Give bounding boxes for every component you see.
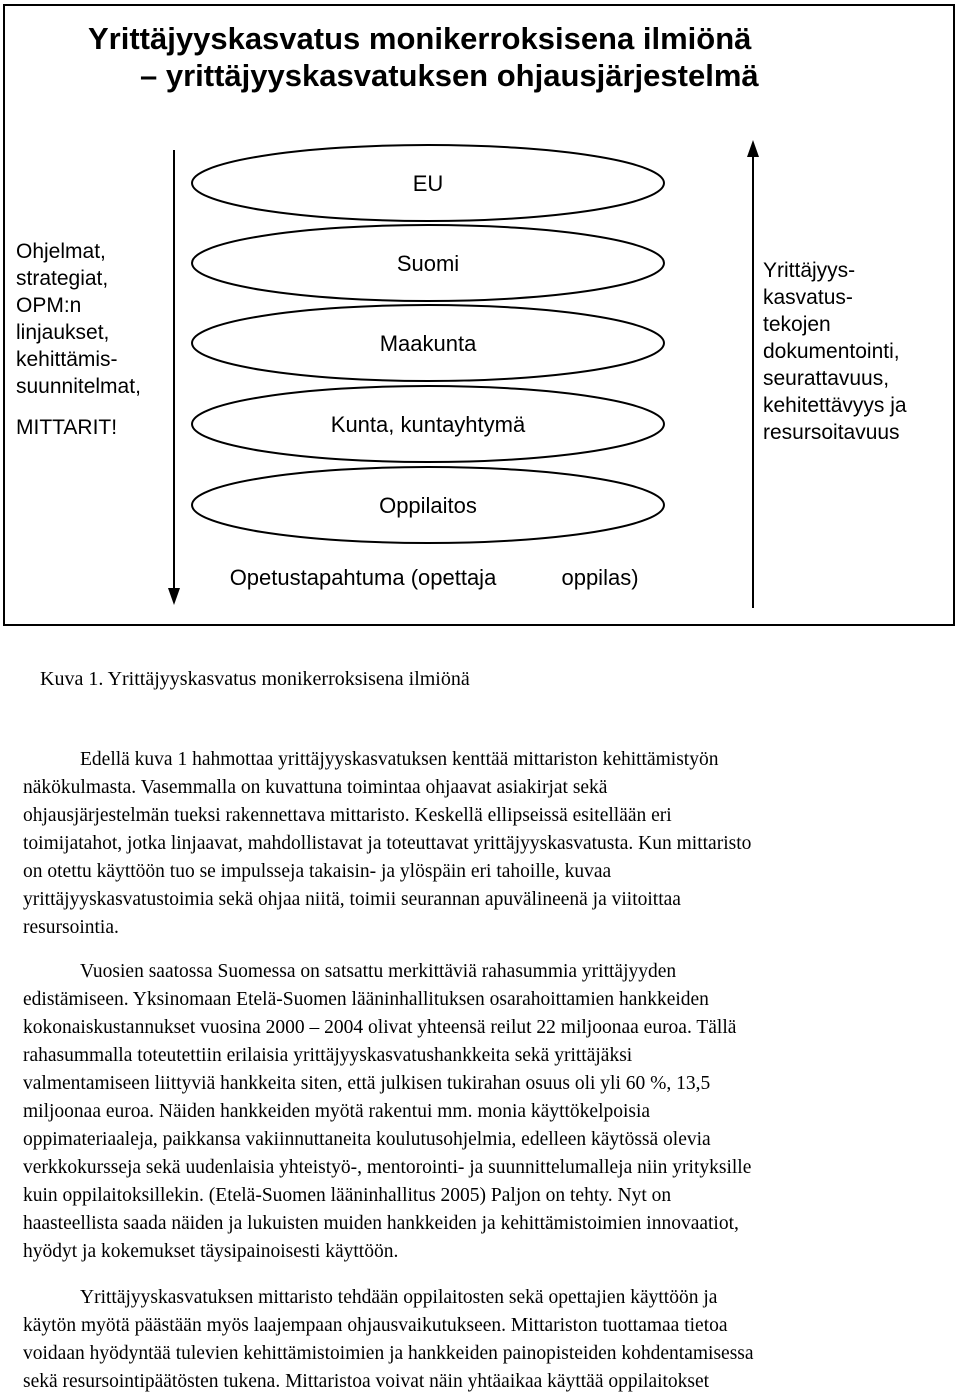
left-column-line: OPM:n	[16, 294, 82, 317]
text-line: käytön myötä päästään myös laajempaan ohjausvaikutukseen. Mittariston tuottamaa tietoa	[23, 1315, 728, 1336]
paragraph-3	[23, 1284, 923, 1396]
right-column-line: kasvatus-	[763, 286, 853, 309]
text-line: miljoonaa euroa. Näiden hankkeiden myötä rakentui mm. monia käyttökelpoisia	[23, 1101, 651, 1122]
label-kunta: Kunta, kuntayhtymä	[330, 412, 526, 437]
text-line: on otettu käyttöön tuo se impulsseja takaisin- ja ylöspäin eri tahoille, kuvaa	[23, 861, 612, 882]
right-column	[763, 257, 907, 446]
figure-title-line-1: Yrittäjyyskasvatus monikerroksisena ilmiönä	[88, 21, 752, 56]
text-line: ohjausjärjestelmän tueksi rakennettava mittaristo. Keskellä ellipseissä esitellään eri	[23, 805, 672, 826]
text-line: verkkokursseja sekä uudenlaisia yhteistyö-, mentorointi- ja suunnittelumalleja niin yrityksille	[23, 1157, 752, 1178]
label-suomi: Suomi	[396, 251, 460, 276]
text-line: näkökulmasta. Vasemmalla on kuvattuna toimintaa ohjaavat asiakirjat sekä	[23, 777, 608, 798]
left-column-line: MITTARIT!	[16, 416, 118, 439]
left-column-line: strategiat,	[16, 267, 109, 290]
figure-caption: Kuva 1. Yrittäjyyskasvatus monikerroksisena ilmiönä	[40, 668, 470, 690]
left-column-line: suunnitelmat,	[16, 375, 141, 398]
label-opetustapahtuma: Opetustapahtuma (opettaja	[229, 565, 497, 590]
up-arrow-head-icon	[747, 140, 759, 157]
text-line: kuin oppilaitoksillekin. (Etelä-Suomen lääninhallitus 2005) Paljon on tehty. Nyt on	[23, 1185, 672, 1206]
right-column-line: kehitettävyys ja	[763, 394, 907, 417]
text-line: rahasummalla toteutettiin erilaisia yrittäjyyskasvatushankkeita sekä yrittäjäksi	[23, 1045, 633, 1066]
down-arrow-head-icon	[168, 588, 180, 605]
right-column-line: resursoitavuus	[763, 421, 900, 444]
left-column-spacer	[16, 400, 141, 414]
text-line: hyödyt ja kokemukset täysipainoisesti käyttöön.	[23, 1241, 399, 1262]
text-line: Edellä kuva 1 hahmottaa yrittäjyyskasvatuksen kenttää mittariston kehittämistyön	[80, 749, 719, 770]
text-line: kokonaiskustannukset vuosina 2000 – 2004 olivat yhteensä reilut 22 miljoonaa euroa. Tällä	[23, 1017, 737, 1038]
right-column-line: seurattavuus,	[763, 367, 890, 390]
label-maakunta: Maakunta	[379, 331, 477, 356]
text-line: edistämiseen. Yksinomaan Etelä-Suomen lääninhallituksen osarahoittamien hankkeiden	[23, 989, 709, 1010]
figure-title-line-2: – yrittäjyyskasvatuksen ohjausjärjestelmä	[140, 58, 759, 93]
left-column	[16, 238, 141, 441]
text-line: Vuosien saatossa Suomessa on satsattu merkittäviä rahasummia yrittäjyyden	[80, 961, 677, 982]
text-line: voidaan hyödyntää tulevien kehittämistoimien ja hankkeiden painopisteiden kohdentamisessa	[23, 1343, 754, 1364]
text-line: yrittäjyyskasvatustoimia sekä ohjaa niitä, toimii seurannan apuvälineenä ja viitoittaa	[23, 889, 681, 910]
label-oppilaitos: Oppilaitos	[379, 493, 477, 518]
label-oppilas: oppilas)	[561, 565, 639, 590]
left-column-line: Ohjelmat,	[16, 240, 106, 263]
text-line: valmentamiseen liittyviä hankkeita siten, että julkisen tukirahan osuus oli yli 60 %, 13,5	[23, 1073, 711, 1094]
left-column-line: kehittämis-	[16, 348, 118, 371]
text-line: haasteellista saada näiden ja lukuisten muiden hankkeiden ja kehittämistoimien innovaatiot,	[23, 1213, 739, 1234]
text-line: Yrittäjyyskasvatuksen mittaristo tehdään oppilaitosten sekä opettajien käyttöön ja	[80, 1287, 718, 1308]
paragraph-2	[23, 958, 923, 1266]
text-line: oppimateriaaleja, paikkansa vakiinnuttaneita koulutusohjelmia, edelleen käytössä olevia	[23, 1129, 711, 1150]
right-column-line: tekojen	[763, 313, 831, 336]
right-column-line: dokumentointi,	[763, 340, 900, 363]
paragraph-1	[23, 746, 923, 942]
text-line: resursointia.	[23, 917, 119, 938]
text-line: sekä resursointipäätösten tukena. Mittaristoa voivat näin yhtäaikaa käyttää oppilaitokset	[23, 1371, 710, 1392]
text-line: toimijatahot, jotka linjaavat, mahdollistavat ja toteuttavat yrittäjyyskasvatusta. Kun mittaristo	[23, 833, 752, 854]
left-column-line: linjaukset,	[16, 321, 110, 344]
label-eu: EU	[412, 171, 444, 196]
right-column-line: Yrittäjyys-	[763, 259, 856, 282]
